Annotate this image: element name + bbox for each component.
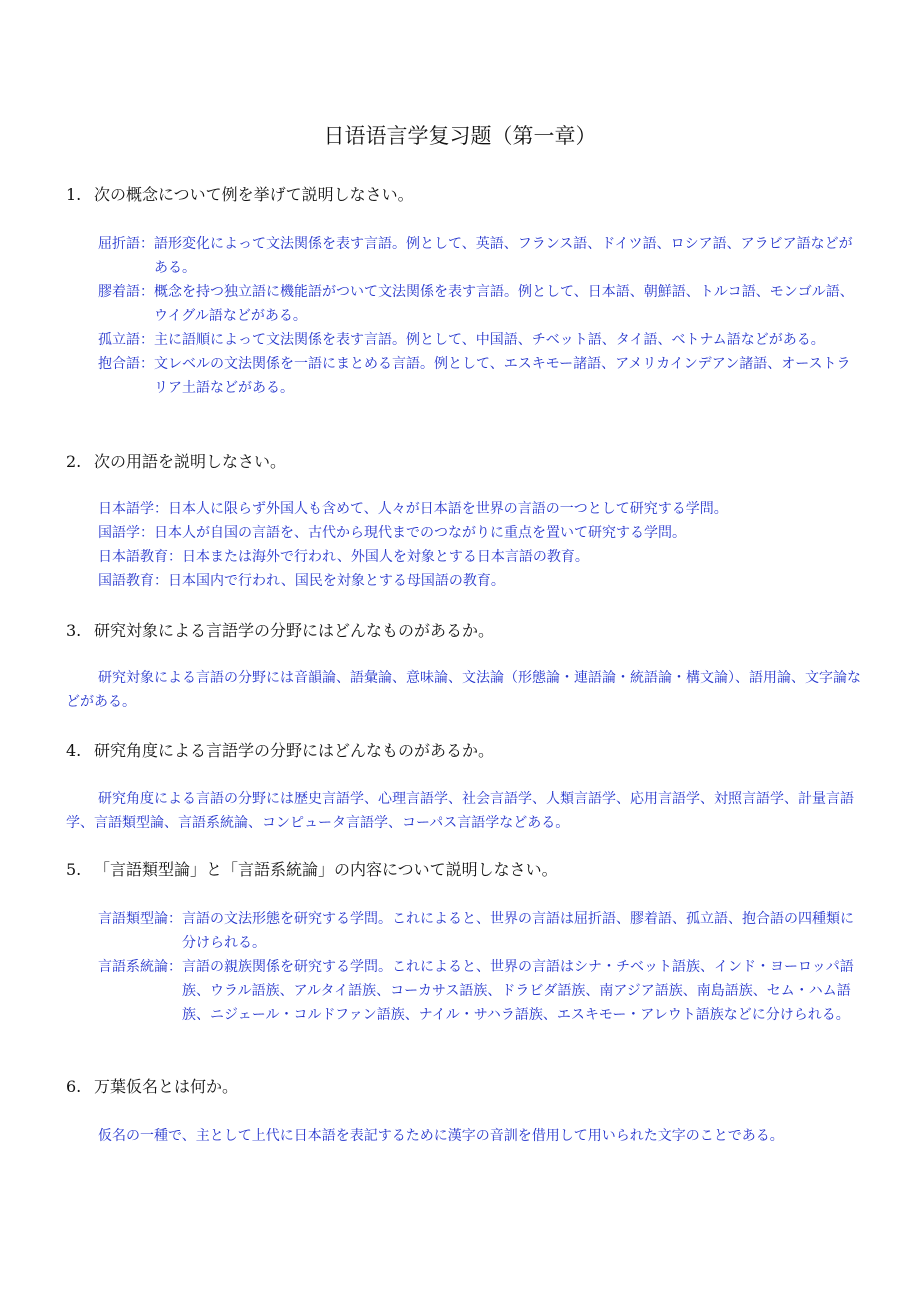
question-1 (66, 183, 414, 207)
definition-term: 言語類型論： (98, 911, 182, 927)
definition-item (98, 328, 860, 352)
question-number: 5. (66, 860, 82, 879)
question-number: 4. (66, 741, 82, 760)
answer-list-1 (98, 232, 860, 400)
definition-text: 言語の文法形態を研究する学問。これによると、世界の言語は屈折語、膠着語、孤立語、抱合語の四種類に分けられる。 (182, 911, 854, 951)
definition-item (98, 907, 860, 955)
definition-item (98, 955, 860, 1027)
definition-term: 孤立語： (98, 332, 154, 348)
answer-paragraph-6: 仮名の一種で、主として上代に日本語を表記するために漢字の音訓を借用して用いられた文字のことである。 (98, 1128, 784, 1144)
definition-item (98, 280, 860, 328)
answer-line: 日本語教育：日本または海外で行われ、外国人を対象とする日本言語の教育。 (98, 549, 589, 565)
definition-item (98, 352, 860, 400)
answer-line: 国語教育：日本国内で行われ、国民を対象とする母国語の教育。 (98, 573, 505, 589)
answer-list-2 (98, 497, 860, 593)
answer-list-5 (98, 907, 860, 1027)
answer-paragraph-3: 研究対象による言語の分野には音韻論、語彙論、意味論、文法論（形態論・連語論・統語論・構文論）、語用論、文字論などがある。 (66, 670, 861, 710)
definition-text: 概念を持つ独立語に機能語がついて文法関係を表す言語。例として、日本語、朝鮮語、トルコ語、モンゴル語、ウイグル語などがある。 (154, 284, 854, 324)
answer-line: 国語学：日本人が自国の言語を、古代から現代までのつながりに重点を置いて研究する学問。 (98, 525, 686, 541)
question-number: 3. (66, 621, 82, 640)
definition-text: 語形変化によって文法関係を表す言語。例として、英語、フランス語、ドイツ語、ロシア語、アラビア語などがある。 (154, 236, 853, 276)
definition-term: 抱合語： (98, 356, 154, 372)
definition-item (98, 232, 860, 280)
definition-term: 屈折語： (98, 236, 154, 252)
question-text: 次の用語を説明しなさい。 (94, 452, 287, 471)
question-text: 万葉仮名とは何か。 (94, 1077, 239, 1096)
question-4 (66, 739, 494, 763)
definition-term: 膠着語： (98, 284, 154, 300)
question-3 (66, 619, 494, 643)
question-text: 研究対象による言語学の分野にはどんなものがあるか。 (94, 621, 495, 640)
definition-text: 言語の親族関係を研究する学問。これによると、世界の言語はシナ・チベット語族、インド・ヨーロッパ語族、ウラル語族、アルタイ語族、コーカサス語族、ドラビダ語族、南アジア語族、南島語族、セム・ハム語族、ニジェール・コルドファン語族、ナイル・サハラ語族、エスキモー・アレウト語族などに分けられる。 (182, 959, 854, 1023)
definition-term: 言語系統論： (98, 959, 182, 975)
question-text: 研究角度による言語学の分野にはどんなものがあるか。 (94, 741, 495, 760)
question-6 (66, 1075, 238, 1099)
definition-text: 主に語順によって文法関係を表す言語。例として、中国語、チベット語、タイ語、ベトナム語などがある。 (154, 332, 825, 348)
definition-text: 文レベルの文法関係を一語にまとめる言語。例として、エスキモー諸語、アメリカインデアン諸語、オーストラリア土語などがある。 (154, 356, 851, 396)
question-number: 1. (66, 185, 82, 204)
page-title: 日语语言学复习题（第一章） (323, 124, 597, 148)
question-number: 6. (66, 1077, 82, 1096)
question-text: 次の概念について例を挙げて説明しなさい。 (94, 185, 414, 204)
question-2 (66, 450, 286, 474)
question-text: 「言語類型論」と「言語系統論」の内容について説明しなさい。 (94, 860, 558, 879)
answer-paragraph-4: 研究角度による言語の分野には歴史言語学、心理言語学、社会言語学、人類言語学、応用言語学、対照言語学、計量言語学、言語類型論、言語系統論、コンピュータ言語学、コーパス言語学などある。 (66, 791, 854, 831)
question-5 (66, 858, 558, 882)
answer-line: 日本語学：日本人に限らず外国人も含めて、人々が日本語を世界の言語の一つとして研究する学問。 (98, 501, 728, 517)
question-number: 2. (66, 452, 82, 471)
